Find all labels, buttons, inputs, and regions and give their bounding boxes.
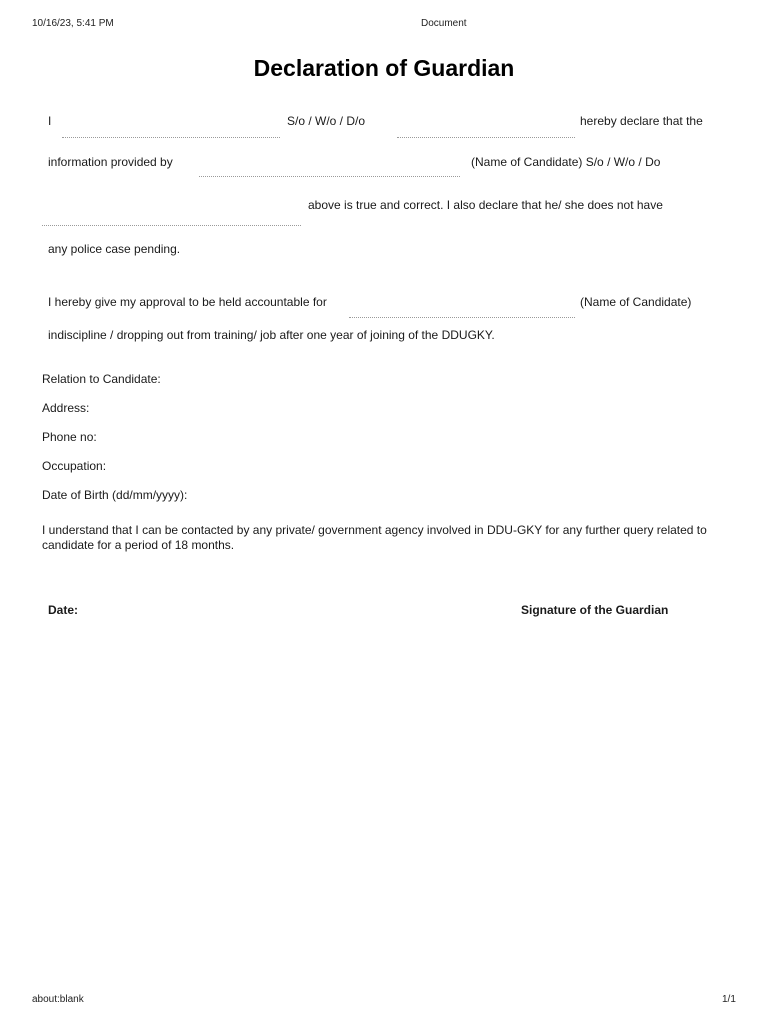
address-label: Address:	[42, 401, 90, 415]
guardian-parent-name-blank	[397, 137, 575, 138]
approval-candidate-name-blank	[349, 317, 575, 318]
declaration-line1-suffix: hereby declare that the	[580, 114, 703, 128]
page-title: Declaration of Guardian	[253, 55, 515, 81]
phone-label: Phone no:	[42, 430, 97, 444]
consent-paragraph: I understand that I can be contacted by any private/ government agency involved in DDU-GKY for any further query related to candidate for a period of 18 months.	[42, 523, 707, 552]
approval-line-prefix: I hereby give my approval to be held accountable for	[48, 295, 327, 309]
declaration-line4: any police case pending.	[48, 242, 181, 256]
print-url: about:blank	[32, 994, 84, 1005]
declaration-line2-suffix: (Name of Candidate) S/o / W/o / Do	[471, 155, 661, 169]
candidate-name-blank	[199, 176, 460, 177]
declaration-line3: above is true and correct. I also declare that he/ she does not have	[308, 198, 663, 212]
date-label: Date:	[48, 603, 79, 617]
print-page-number: 1/1	[722, 994, 736, 1005]
print-document-title: Document	[421, 18, 467, 29]
relation-to-candidate-label: Relation to Candidate:	[42, 372, 161, 386]
declaration-line1-relation: S/o / W/o / D/o	[287, 114, 366, 128]
occupation-label: Occupation:	[42, 459, 107, 473]
candidate-parent-name-blank	[42, 225, 301, 226]
print-timestamp: 10/16/23, 5:41 PM	[32, 18, 114, 29]
approval-line-continuation: indiscipline / dropping out from training/ job after one year of joining of the DDUGKY.	[48, 328, 495, 342]
declaration-line1-prefix: I	[48, 114, 52, 128]
signature-label: Signature of the Guardian	[521, 603, 669, 617]
declaration-line2-prefix: information provided by	[48, 155, 173, 169]
guardian-name-blank	[62, 137, 280, 138]
date-of-birth-label: Date of Birth (dd/mm/yyyy):	[42, 488, 188, 502]
approval-line-suffix: (Name of Candidate)	[580, 295, 692, 309]
